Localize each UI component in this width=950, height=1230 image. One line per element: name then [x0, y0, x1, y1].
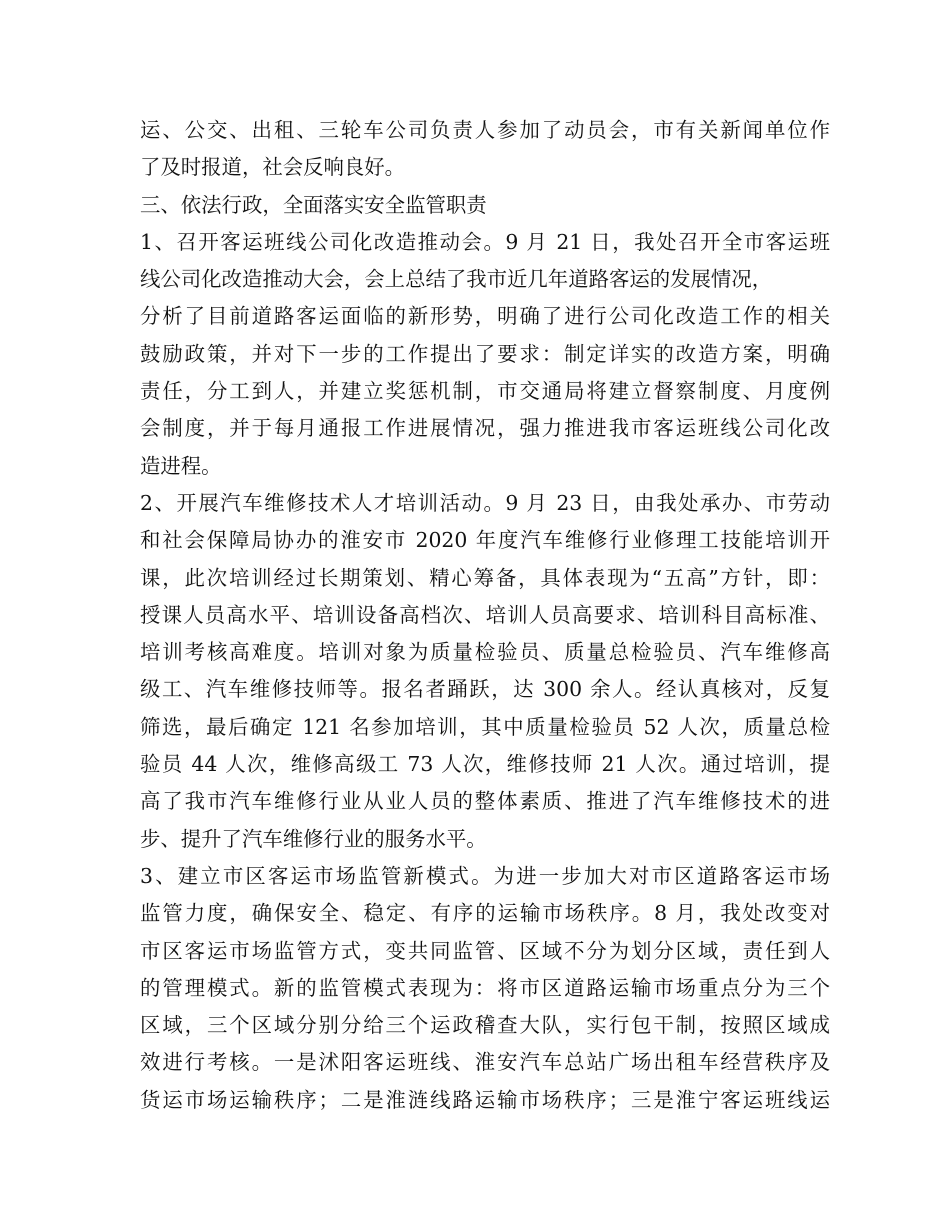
text-line: 分析了目前道路客运面临的新形势，明确了进行公司化改造工作的相关	[140, 304, 830, 329]
text-line: 市区客运市场监管方式，变共同监管、区域不分为划分区域，责任到人	[140, 938, 830, 963]
text-line: 培训考核高难度。培训对象为质量检验员、质量总检验员、汽车维修高	[140, 640, 830, 665]
text-line: 验员 44 人次，维修高级工 73 人次，维修技师 21 人次。通过培训，提	[140, 752, 830, 777]
text-line: 线公司化改造推动大会，会上总结了我市近几年道路客运的发展情况，	[140, 267, 773, 292]
text-line: 3、建立市区客运市场监管新模式。为进一步加大对市区道路客运市场	[140, 863, 830, 888]
text-line: 区域，三个区域分别分给三个运政稽查大队，实行包干制，按照区域成	[140, 1013, 830, 1038]
text-line: 造进程。	[140, 453, 222, 478]
text-line: 筛选，最后确定 121 名参加培训，其中质量检验员 52 人次，质量总检	[140, 714, 830, 739]
text-line: 鼓励政策，并对下一步的工作提出了要求：制定详实的改造方案，明确	[140, 341, 830, 366]
text-line: 步、提升了汽车维修行业的服务水平。	[140, 826, 487, 851]
text-line: 和社会保障局协办的淮安市 2020 年度汽车维修行业修理工技能培训开	[140, 528, 830, 553]
section-heading: 三、依法行政，全面落实安全监管职责	[140, 192, 487, 217]
text-line: 会制度，并于每月通报工作进展情况，强力推进我市客运班线公司化改	[140, 416, 830, 441]
text-line: 高了我市汽车维修行业从业人员的整体素质、推进了汽车维修技术的进	[140, 789, 830, 814]
document-body	[140, 112, 830, 1119]
text-line: 运、公交、出租、三轮车公司负责人参加了动员会，市有关新闻单位作	[140, 118, 830, 142]
text-line: 2、开展汽车维修技术人才培训活动。9 月 23 日，由我处承办、市劳动	[140, 490, 830, 515]
text-line: 的管理模式。新的监管模式表现为：将市区道路运输市场重点分为三个	[140, 975, 830, 1000]
text-line: 课，此次培训经过长期策划、精心筹备，具体表现为“五高”方针，即：	[140, 565, 830, 590]
text-line: 责任，分工到人，并建立奖惩机制，市交通局将建立督察制度、月度例	[140, 379, 830, 404]
text-line: 1、召开客运班线公司化改造推动会。9 月 21 日，我处召开全市客运班	[140, 229, 830, 254]
text-line: 级工、汽车维修技师等。报名者踊跃，达 300 余人。经认真核对，反复	[140, 677, 830, 702]
text-line: 授课人员高水平、培训设备高档次、培训人员高要求、培训科目高标准、	[140, 602, 830, 627]
text-line: 监管力度，确保安全、稳定、有序的运输市场秩序。8 月，我处改变对	[140, 901, 830, 926]
text-line: 货运市场运输秩序；二是淮涟线路运输市场秩序；三是淮宁客运班线运	[140, 1087, 830, 1112]
text-line: 了及时报道，社会反响良好。	[140, 155, 406, 180]
text-line: 效进行考核。一是沭阳客运班线、淮安汽车总站广场出租车经营秩序及	[140, 1050, 830, 1075]
